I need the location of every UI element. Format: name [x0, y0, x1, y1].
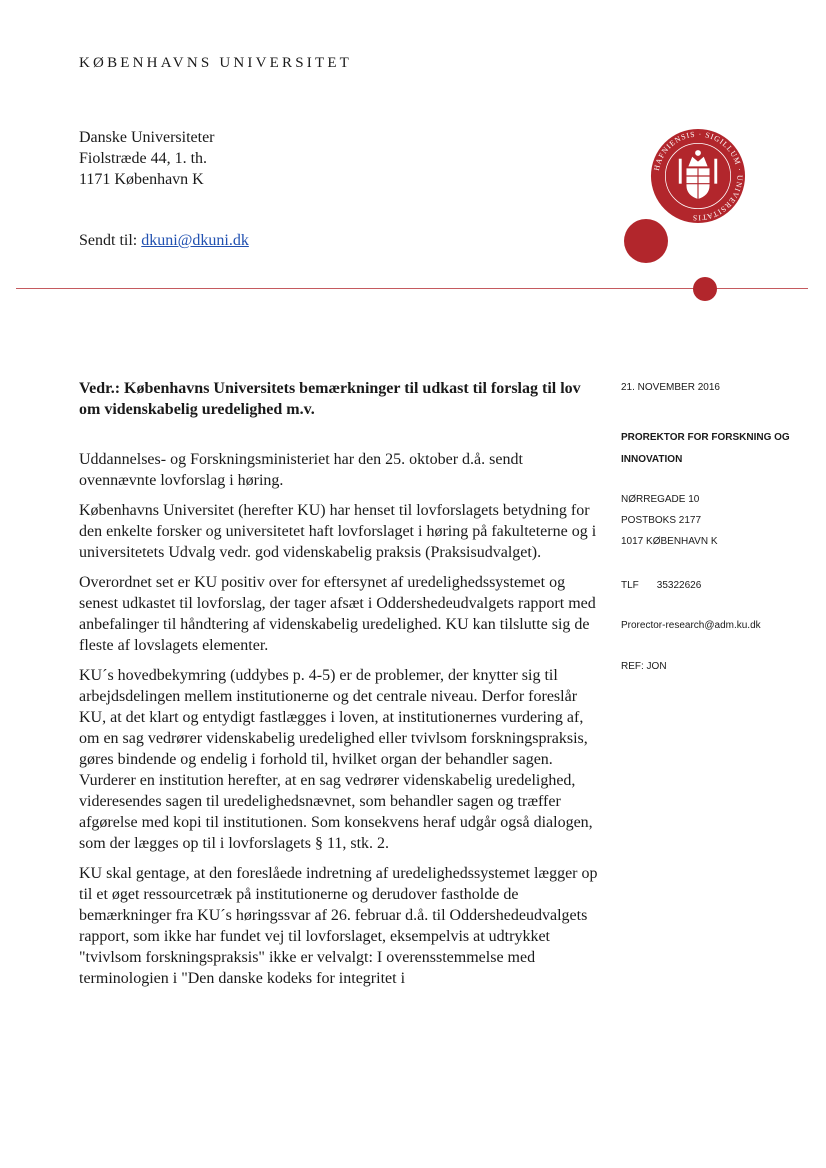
sent-to-line	[79, 232, 249, 250]
department-line: INNOVATION	[621, 454, 683, 465]
address-line: 1017 KØBENHAVN K	[621, 536, 718, 547]
body-paragraph: Københavns Universitet (herefter KU) har henset til lovforslagets betydning for den enkelte forsker og universitetet haft lovforslaget i høring på fakulteterne og i universitetets Udvalg vedr. god videnskabelig praksis (Praksisudvalget).	[79, 502, 597, 561]
university-seal-logo	[650, 128, 746, 224]
body-paragraph: Uddannelses- og Forskningsministeriet har den 25. oktober d.å. sendt ovennævnte lovforslag i høring.	[79, 451, 523, 489]
department-line: PROREKTOR FOR FORSKNING OG	[621, 432, 790, 443]
recipient-line: Fiolstræde 44, 1. th.	[79, 150, 208, 167]
phone-number: 35322626	[656, 580, 702, 591]
phone-label: TLF	[621, 580, 639, 591]
body-paragraph: KU skal gentage, at den foreslåede indretning af uredelighedssystemet lægger op til et øget ressourcetræk på institutionerne og derudover fastholde de bemærkninger fra KU´s høringssvar af 26. februar d.å. til Oddershedeudvalgets rapport, som ikke har fundet vej til lovforslaget, eksempelvis at udtrykket "tvivlsom forskningspraksis" ikke er velvalgt: I overensstemmelse med terminologien i "Den danske kodeks for integritet i	[79, 865, 598, 987]
svg-text:HAFNIENSIS · SIGILLUM · UNIVER: HAFNIENSIS · SIGILLUM · UNIVERSITATIS	[651, 129, 745, 223]
address-line: NØRREGADE 10	[621, 494, 700, 505]
decorative-red-dot	[624, 219, 668, 263]
decorative-red-dot-small	[693, 277, 717, 301]
recipient-address	[79, 127, 215, 190]
contact-email: Prorector-research@adm.ku.dk	[621, 620, 761, 631]
sent-to-email-link[interactable]: dkuni@dkuni.dk	[141, 232, 249, 249]
letter-subject: Vedr.: Københavns Universitets bemærkninger til udkast til forslag til lov om videnskabelig uredelighed m.v.	[79, 380, 581, 418]
reference: REF: JON	[621, 661, 667, 672]
letter-body	[79, 449, 599, 998]
body-paragraph: Overordnet set er KU positiv over for eftersynet af uredelighedssystemet og senest udkastet til lovforslag, der tager afsæt i Oddershedeudvalgets rapport med anbefalinger til håndtering af videnskabelig uredelighed. KU kan tilslutte sig de fleste af lovslagets elementer.	[79, 574, 596, 654]
recipient-line: 1171 København K	[79, 171, 204, 188]
university-name: KØBENHAVNS UNIVERSITET	[79, 55, 353, 71]
sent-to-label: Sendt til:	[79, 232, 138, 249]
address-line: POSTBOKS 2177	[621, 515, 702, 526]
letter-date: 21. NOVEMBER 2016	[621, 382, 720, 393]
recipient-line: Danske Universiteter	[79, 129, 215, 146]
phone-line	[621, 576, 701, 596]
header-divider	[16, 288, 808, 289]
body-paragraph: KU´s hovedbekymring (uddybes p. 4-5) er de problemer, der knytter sig til arbejdsdelingen mellem institutionerne og det centrale niveau. Derfor foreslår KU, at det klart og entydigt fastlægges i loven, at institutionernes vurdering af, om en sag vedrører videnskabelig uredelighed eller tvivlsom forskningspraksis, gøres bindende og endelig i forhold til, hvilket organ der behandler sagen. Vurderer en institution herefter, at en sag vedrører videnskabelig uredelighed, videresendes sagen til uredelighedsnævnet, som behandler sagen og træffer afgørelse med kopi til institutionen. Som konsekvens heraf udgår også dialogen, som der lægges op til i lovforslagets § 11, stk. 2.	[79, 667, 593, 852]
